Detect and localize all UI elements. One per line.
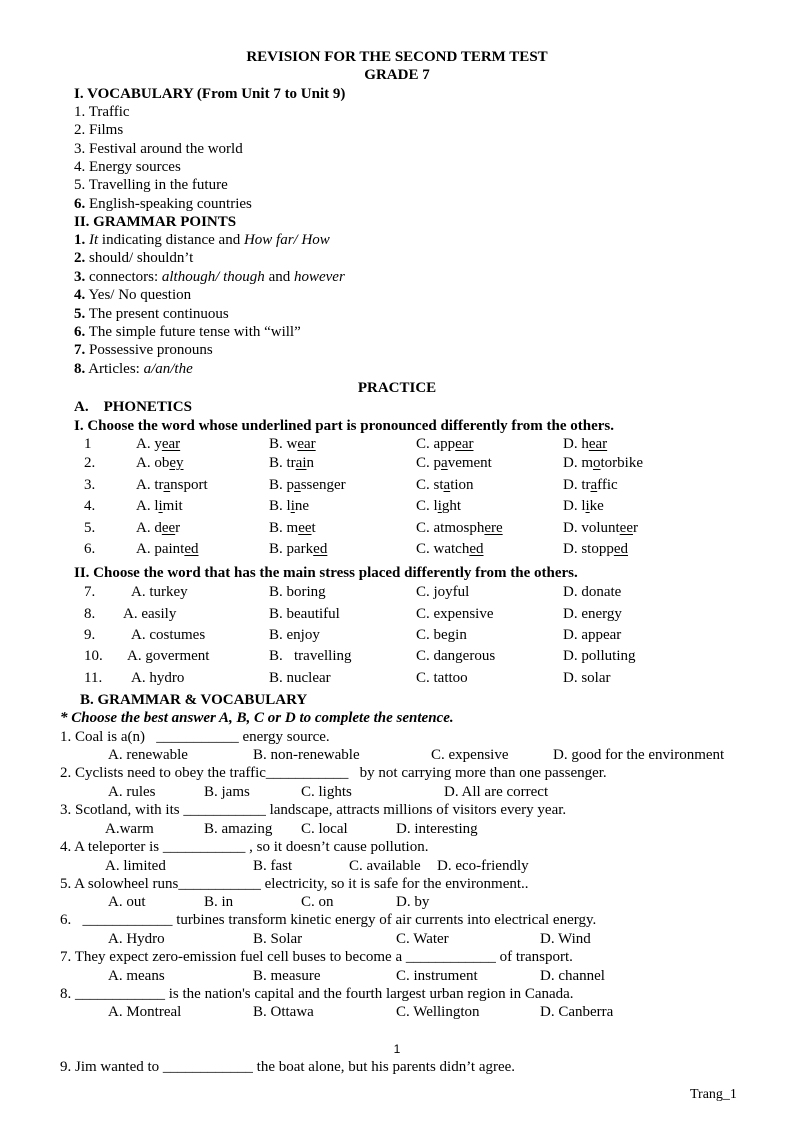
option-d: D. energy — [563, 606, 622, 622]
option-a: A. limited — [105, 858, 166, 874]
question-number: 9. — [84, 627, 96, 643]
option-b: B. in — [204, 894, 234, 910]
vocab-item: 5. Travelling in the future — [74, 177, 228, 193]
option-c: C. watched — [416, 541, 484, 557]
option-b: B. jams — [204, 784, 250, 800]
question-number: 2. — [84, 455, 96, 471]
vocabulary-heading: I. VOCABULARY (From Unit 7 to Unit 9) — [74, 86, 346, 102]
option-a: A. deer — [136, 520, 181, 536]
option-b: B. meet — [269, 520, 316, 536]
option-d: D. like — [563, 498, 604, 514]
question-number: 1 — [84, 436, 92, 452]
option-a: A. rules — [108, 784, 156, 800]
page-number: 1 — [393, 1042, 401, 1056]
grammar-item: 1. It indicating distance and How far/ How — [74, 232, 330, 248]
grammar-item: 6. The simple future tense with “will” — [74, 324, 301, 340]
grammar-item: 5. The present continuous — [74, 306, 229, 322]
option-a: A. costumes — [131, 627, 206, 643]
option-a: A. hydro — [131, 670, 185, 686]
question-stem: 7. They expect zero-emission fuel cell buses to become a ____________ of transport. — [60, 949, 573, 965]
option-c: C. dangerous — [416, 648, 496, 664]
phonetics-instruction-1: I. Choose the word whose underlined part is pronounced differently from the others. — [74, 418, 615, 434]
option-a: A. Hydro — [108, 931, 165, 947]
option-c: C. lights — [301, 784, 352, 800]
option-c: C. expensive — [431, 747, 509, 763]
option-c: C. atmosphere — [416, 520, 503, 536]
grammar-heading: II. GRAMMAR POINTS — [74, 214, 237, 230]
option-a: A. obey — [136, 455, 184, 471]
grade-label: GRADE 7 — [364, 67, 430, 83]
option-d: D. Canberra — [540, 1004, 614, 1020]
question-stem: 6. ____________ turbines transform kinetic energy of air currents into electrical energy. — [60, 912, 597, 928]
grammar-vocab-heading: B. GRAMMAR & VOCABULARY — [80, 692, 308, 708]
option-c: C. Wellington — [396, 1004, 480, 1020]
grammar-item: 8. Articles: a/an/the — [74, 361, 193, 377]
option-d: D. polluting — [563, 648, 636, 664]
grammar-item: 7. Possessive pronouns — [74, 342, 213, 358]
page-label: Trang_1 — [690, 1087, 737, 1102]
option-a: A. renewable — [108, 747, 188, 763]
option-b: B. measure — [253, 968, 321, 984]
grammar-vocab-instruction: * Choose the best answer A, B, C or D to complete the sentence. — [60, 710, 454, 726]
option-d: D. solar — [563, 670, 611, 686]
vocab-item: 6. English-speaking countries — [74, 196, 252, 212]
question-number: 3. — [84, 477, 96, 493]
option-b: B. amazing — [204, 821, 273, 837]
grammar-item: 4. Yes/ No question — [74, 287, 192, 303]
option-c: C. local — [301, 821, 348, 837]
option-d: D. hear — [563, 436, 608, 452]
option-a: A.warm — [105, 821, 154, 837]
question-number: 6. — [84, 541, 96, 557]
question-number: 4. — [84, 498, 96, 514]
option-d: D. eco-friendly — [437, 858, 529, 874]
option-b: B. boring — [269, 584, 326, 600]
option-d: D. appear — [563, 627, 622, 643]
grammar-item: 2. should/ shouldn’t — [74, 250, 194, 266]
option-b: B. enjoy — [269, 627, 320, 643]
option-c: C. station — [416, 477, 474, 493]
option-b: B. Ottawa — [253, 1004, 314, 1020]
option-a: A. limit — [136, 498, 183, 514]
option-c: C. on — [301, 894, 334, 910]
document-title: REVISION FOR THE SECOND TERM TEST — [246, 49, 548, 65]
option-b: B. travelling — [269, 648, 352, 664]
question-number: 11. — [84, 670, 103, 686]
option-a: A. out — [108, 894, 146, 910]
practice-heading: PRACTICE — [357, 380, 437, 396]
option-c: C. tattoo — [416, 670, 468, 686]
option-c: C. appear — [416, 436, 474, 452]
option-b: B. parked — [269, 541, 328, 557]
option-b: B. nuclear — [269, 670, 331, 686]
option-d: D. All are correct — [444, 784, 549, 800]
question-stem: 3. Scotland, with its ___________ landscape, attracts millions of visitors every year. — [60, 802, 567, 818]
question-number: 8. — [84, 606, 96, 622]
option-a: A. means — [108, 968, 165, 984]
option-a: A. transport — [136, 477, 208, 493]
option-a: A. painted — [136, 541, 199, 557]
option-d: D. by — [396, 894, 430, 910]
option-a: A. Montreal — [108, 1004, 182, 1020]
vocab-item: 2. Films — [74, 122, 124, 138]
option-c: C. expensive — [416, 606, 494, 622]
question-number: 5. — [84, 520, 96, 536]
question-stem: 1. Coal is a(n) ___________ energy source. — [60, 729, 330, 745]
vocab-item: 4. Energy sources — [74, 159, 181, 175]
option-d: D. good for the environment — [553, 747, 725, 763]
option-a: A. year — [136, 436, 181, 452]
vocab-item: 1. Traffic — [74, 104, 130, 120]
grammar-item: 3. connectors: although/ though and however — [74, 269, 345, 285]
option-b: B. train — [269, 455, 314, 471]
option-c: C. joyful — [416, 584, 470, 600]
option-c: C. available — [349, 858, 421, 874]
option-c: C. pavement — [416, 455, 492, 471]
question-number: 10. — [84, 648, 103, 664]
option-d: D. interesting — [396, 821, 478, 837]
option-d: D. motorbike — [563, 455, 643, 471]
question-stem: 5. A solowheel runs___________ electricity, so it is safe for the environment.. — [60, 876, 529, 892]
phonetics-instruction-2: II. Choose the word that has the main stress placed differently from the others. — [74, 565, 578, 581]
option-a: A. turkey — [131, 584, 188, 600]
question-stem: 2. Cyclists need to obey the traffic___________ by not carrying more than one passenger. — [60, 765, 607, 781]
question-stem: 9. Jim wanted to ____________ the boat alone, but his parents didn’t agree. — [60, 1059, 516, 1075]
option-d: D. volunteer — [563, 520, 638, 536]
option-a: A. goverment — [127, 648, 210, 664]
option-b: B. fast — [253, 858, 293, 874]
option-b: B. beautiful — [269, 606, 340, 622]
question-stem: 8. ____________ is the nation's capital and the fourth largest urban region in Canada. — [60, 986, 574, 1002]
option-d: D. channel — [540, 968, 605, 984]
option-a: A. easily — [123, 606, 177, 622]
question-number: 7. — [84, 584, 96, 600]
option-c: C. instrument — [396, 968, 478, 984]
option-d: D. traffic — [563, 477, 618, 493]
option-b: B. wear — [269, 436, 316, 452]
question-stem: 4. A teleporter is ___________ , so it doesn’t cause pollution. — [60, 839, 429, 855]
option-b: B. line — [269, 498, 310, 514]
vocab-item: 3. Festival around the world — [74, 141, 243, 157]
option-b: B. Solar — [253, 931, 303, 947]
option-b: B. non-renewable — [253, 747, 360, 763]
option-d: D. donate — [563, 584, 622, 600]
option-d: D. stopped — [563, 541, 629, 557]
option-d: D. Wind — [540, 931, 591, 947]
option-c: C. light — [416, 498, 462, 514]
option-c: C. Water — [396, 931, 449, 947]
option-c: C. begin — [416, 627, 467, 643]
option-b: B. passenger — [269, 477, 346, 493]
phonetics-heading: A. PHONETICS — [74, 399, 192, 415]
